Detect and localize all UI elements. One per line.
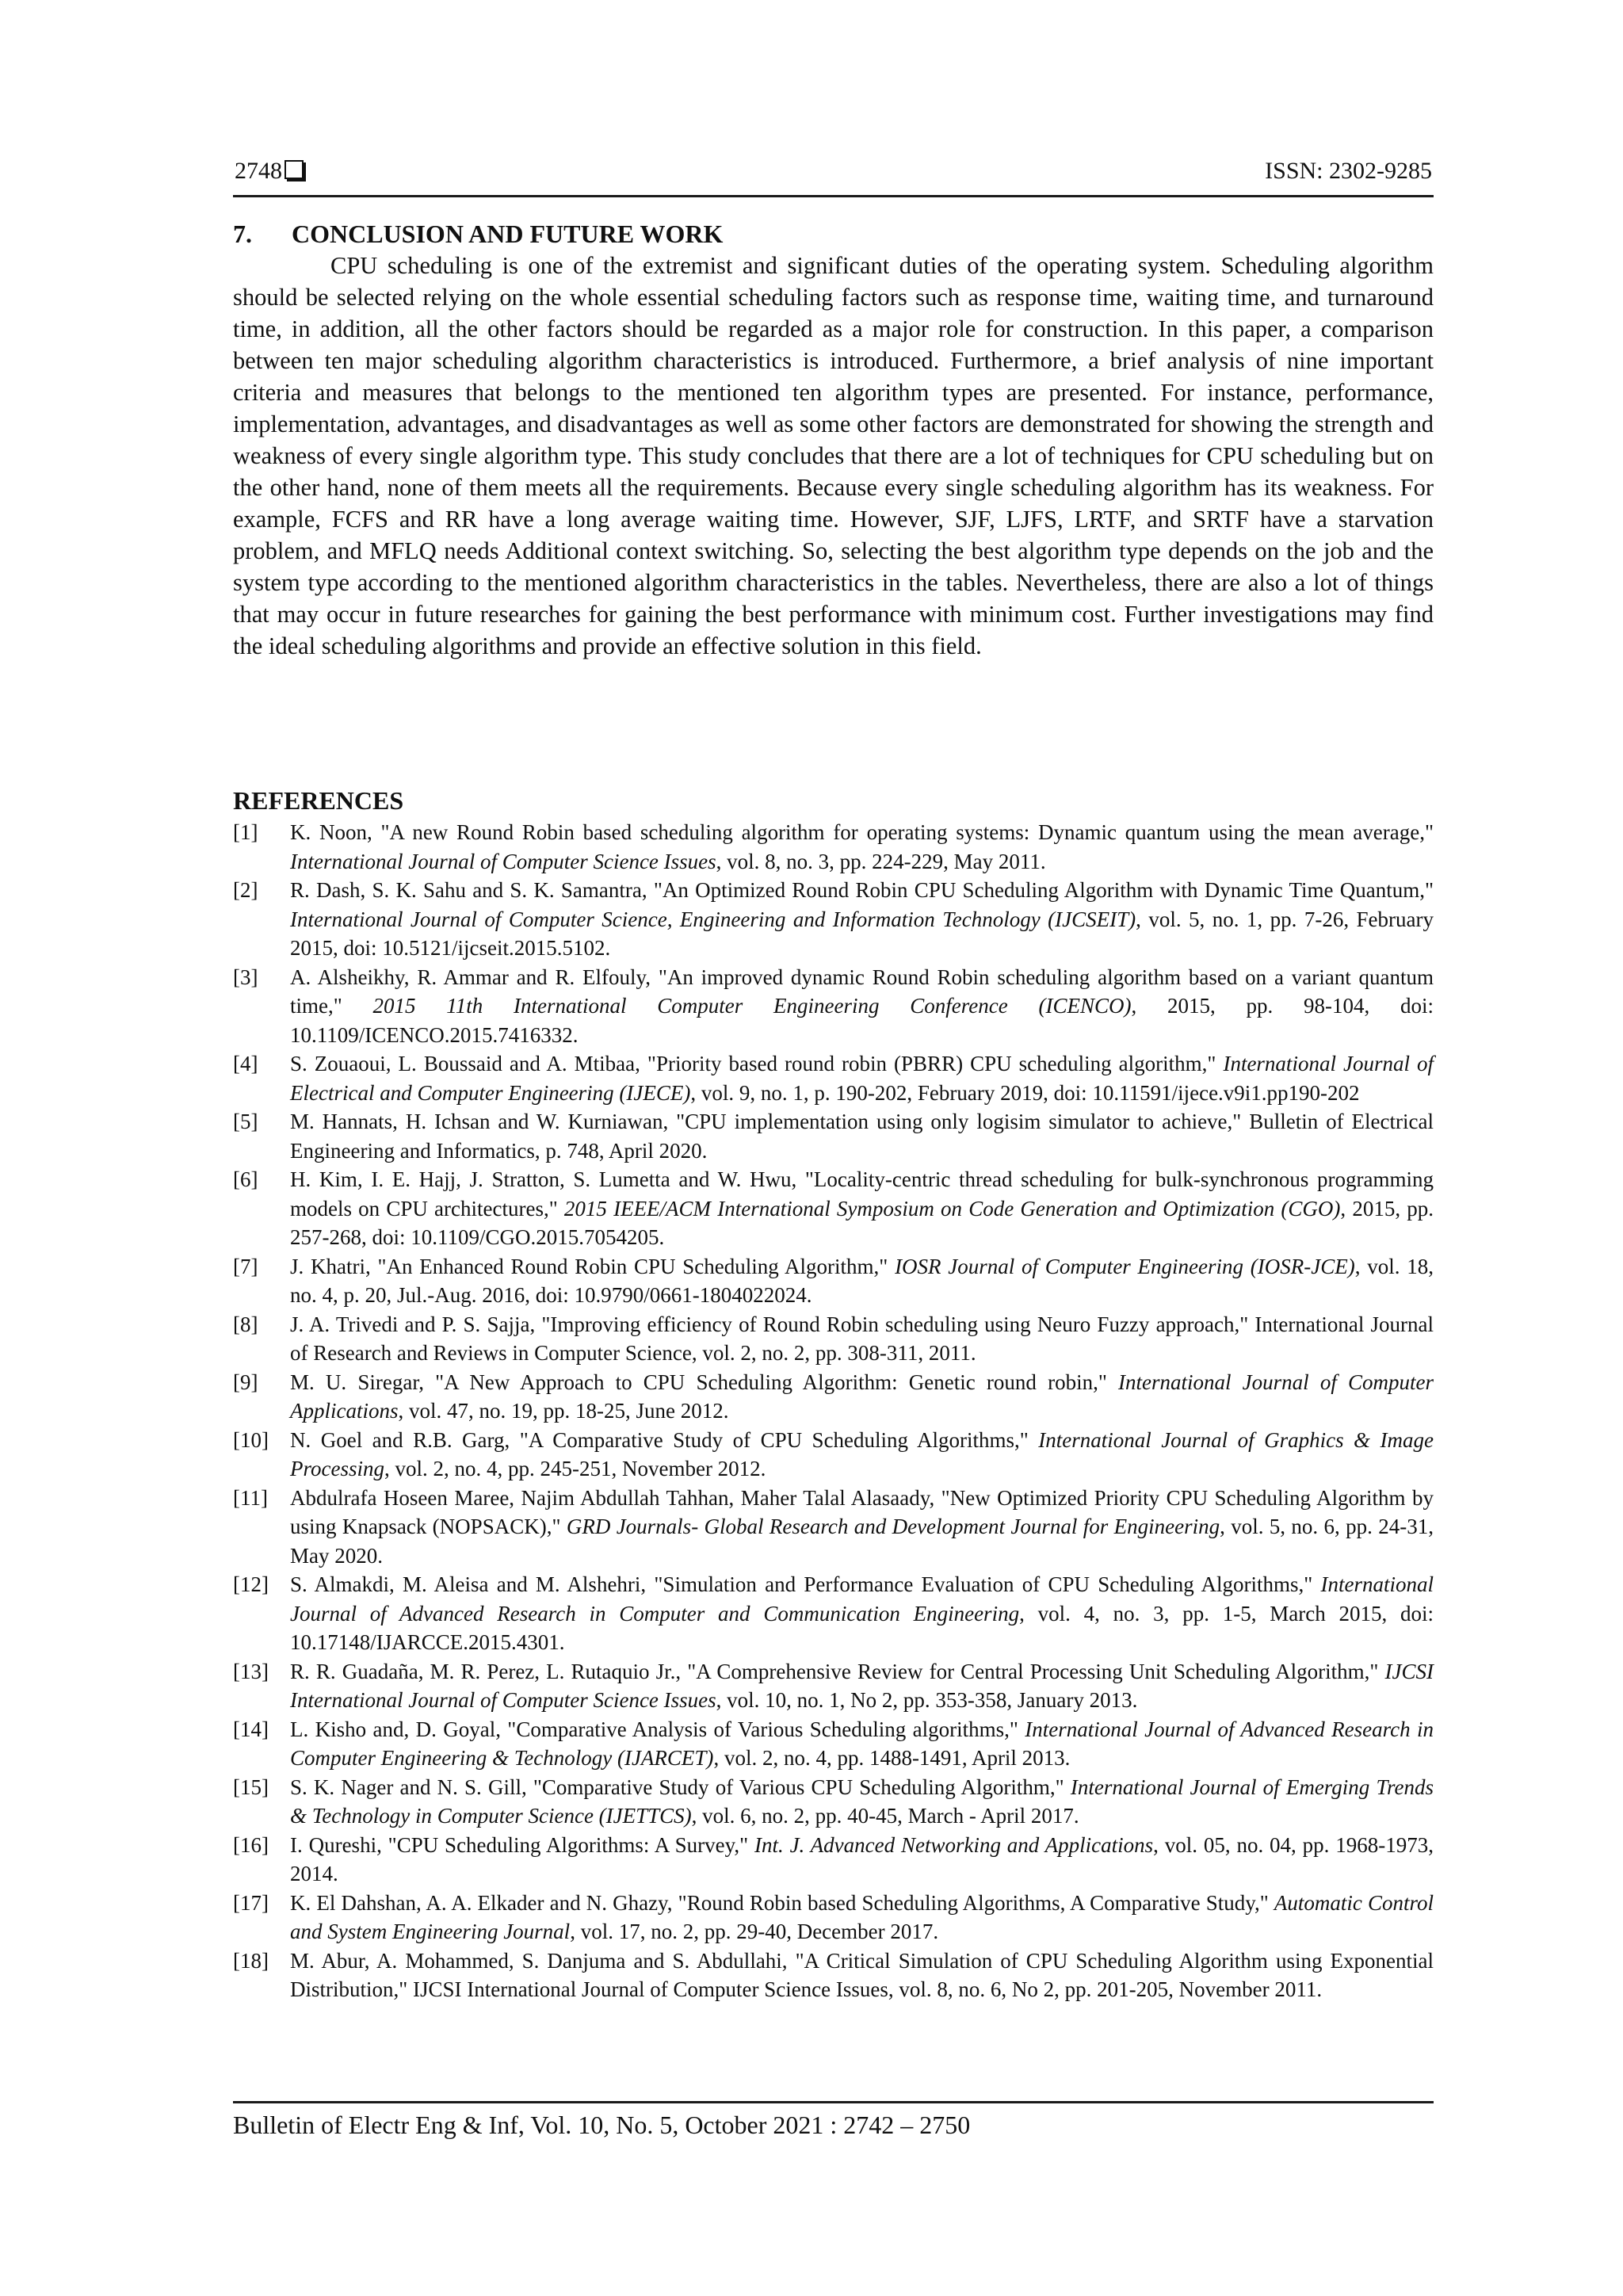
reference-text: J. A. Trivedi and P. S. Sajja, "Improving efficiency of Round Robin scheduling using Neuro Fuzzy approach," International Journal of Research and Reviews in Computer Science, vol. 2, no. 2, pp. 308-311, 2011. xyxy=(290,1312,1434,1365)
reference-item xyxy=(233,876,1434,963)
reference-venue: IOSR Journal of Computer Engineering (IOSR-JCE) xyxy=(895,1254,1355,1278)
reference-details: , vol. 10, no. 1, No 2, pp. 353-358, January 2013. xyxy=(716,1688,1138,1712)
section-heading xyxy=(233,218,1434,250)
reference-item xyxy=(233,1657,1434,1715)
reference-text: R. R. Guadaña, M. R. Perez, L. Rutaquio Jr., "A Comprehensive Review for Central Processing Unit Scheduling Algorithm," xyxy=(290,1659,1385,1683)
reference-list xyxy=(233,818,1434,2004)
reference-item xyxy=(233,1049,1434,1107)
reference-details: , vol. 8, no. 3, pp. 224-229, May 2011. xyxy=(716,849,1046,873)
reference-text: K. El Dahshan, A. A. Elkader and N. Ghazy, "Round Robin based Scheduling Algorithms, A Comparative Study," xyxy=(290,1890,1274,1915)
reference-details: , vol. 5, no. 1, pp. 7-26, February 2015, doi: 10.5121/ijcseit.2015.5102. xyxy=(290,907,1434,960)
reference-number: [7] xyxy=(233,1254,258,1278)
reference-number: [17] xyxy=(233,1890,269,1915)
reference-number: [13] xyxy=(233,1659,269,1683)
reference-text: Abdulrafa Hoseen Maree, Najim Abdullah Tahhan, Maher Talal Alasaady, "New Optimized Priority CPU Scheduling Algorithm by using Knapsack (NOPSACK)," xyxy=(290,1485,1434,1538)
reference-venue: International Journal of Computer Applications xyxy=(290,1370,1434,1423)
reference-details: , vol. 9, no. 1, p. 190-202, February 2019, doi: 10.11591/ijece.v9i1.pp190-202 xyxy=(690,1080,1360,1105)
reference-number: [11] xyxy=(233,1485,268,1510)
reference-text: N. Goel and R.B. Garg, "A Comparative Study of CPU Scheduling Algorithms," xyxy=(290,1427,1039,1452)
reference-number: [1] xyxy=(233,820,258,844)
reference-item xyxy=(233,1484,1434,1571)
reference-item xyxy=(233,1252,1434,1310)
reference-text: R. Dash, S. K. Sahu and S. K. Samantra, "An Optimized Round Robin CPU Scheduling Algorithm with Dynamic Time Quantum," xyxy=(290,878,1434,902)
reference-number: [15] xyxy=(233,1775,269,1799)
reference-number: [9] xyxy=(233,1370,258,1394)
reference-text: I. Qureshi, "CPU Scheduling Algorithms: A Survey," xyxy=(290,1832,754,1857)
reference-item xyxy=(233,1715,1434,1773)
reference-number: [12] xyxy=(233,1572,269,1596)
reference-venue: IJCSI International Journal of Computer Science Issues xyxy=(290,1659,1434,1712)
reference-venue: International Journal of Advanced Research in Computer and Communication Engineering xyxy=(290,1572,1434,1626)
references-section xyxy=(233,785,1434,2004)
box-glyph-icon xyxy=(285,160,304,179)
reference-text: M. Abur, A. Mohammed, S. Danjuma and S. Abdullahi, "A Critical Simulation of CPU Scheduling Algorithm using Exponential Distribution," IJCSI International Journal of Computer Science Issues, vol. 8, no. 6, No 2, pp. 201-205, November 2011. xyxy=(290,1948,1434,2001)
reference-item xyxy=(233,963,1434,1050)
reference-item xyxy=(233,1946,1434,2004)
reference-venue: International Journal of Advanced Research in Computer Engineering & Technology (IJARCET) xyxy=(290,1717,1434,1770)
reference-item xyxy=(233,1570,1434,1657)
reference-venue: Int. J. Advanced Networking and Applications xyxy=(754,1832,1154,1857)
reference-details: , vol. 05, no. 04, pp. 1968-1973, 2014. xyxy=(290,1832,1434,1885)
journal-citation: Bulletin of Electr Eng & Inf, Vol. 10, No. 5, October 2021 : 2742 – 2750 xyxy=(233,2111,971,2139)
reference-text: A. Alsheikhy, R. Ammar and R. Elfouly, "An improved dynamic Round Robin scheduling algorithm based on a variant quantum time," xyxy=(290,965,1434,1018)
reference-details: , vol. 18, no. 4, p. 20, Jul.-Aug. 2016, doi: 10.9790/0661-1804022024. xyxy=(290,1254,1434,1307)
reference-details: , vol. 2, no. 4, pp. 245-251, November 2012. xyxy=(384,1457,766,1480)
reference-details: , vol. 47, no. 19, pp. 18-25, June 2012. xyxy=(398,1399,729,1423)
running-header xyxy=(233,154,1434,197)
reference-venue: 2015 IEEE/ACM International Symposium on Code Generation and Optimization (CGO) xyxy=(563,1196,1341,1221)
reference-number: [18] xyxy=(233,1948,269,1973)
reference-venue: International Journal of Computer Science Issues xyxy=(290,849,716,873)
reference-venue: International Journal of Computer Science, Engineering and Information Technology (IJCSEIT) xyxy=(290,907,1136,931)
reference-venue: International Journal of Electrical and Computer Engineering (IJECE) xyxy=(290,1052,1434,1105)
conclusion-section xyxy=(233,218,1434,662)
reference-venue: GRD Journals- Global Research and Development Journal for Engineering xyxy=(566,1515,1220,1538)
reference-venue: International Journal of Graphics & Image Processing xyxy=(290,1427,1434,1480)
reference-number: [14] xyxy=(233,1717,269,1741)
section-title: CONCLUSION AND FUTURE WORK xyxy=(292,220,724,248)
reference-number: [3] xyxy=(233,965,258,989)
reference-text: S. K. Nager and N. S. Gill, "Comparative Study of Various CPU Scheduling Algorithm," xyxy=(290,1775,1071,1799)
section-number: 7. xyxy=(233,220,252,248)
reference-details: , vol. 2, no. 4, pp. 1488-1491, April 2013. xyxy=(713,1746,1071,1770)
page-number: 2748 xyxy=(235,158,282,184)
issn: ISSN: 2302-9285 xyxy=(1265,158,1432,184)
reference-item xyxy=(233,818,1434,876)
running-footer xyxy=(233,2101,1434,2141)
reference-item xyxy=(233,1426,1434,1484)
reference-item xyxy=(233,1107,1434,1165)
reference-number: [2] xyxy=(233,878,258,902)
reference-venue: Automatic Control and System Engineering Journal xyxy=(290,1890,1434,1943)
references-heading: REFERENCES xyxy=(233,786,404,815)
page-number-group xyxy=(235,155,304,187)
reference-details: , vol. 4, no. 3, pp. 1-5, March 2015, doi: 10.17148/IJARCCE.2015.4301. xyxy=(290,1601,1434,1654)
reference-text: M. Hannats, H. Ichsan and W. Kurniawan, "CPU implementation using only logisim simulator to achieve," Bulletin of Electrical Engineering and Informatics, p. 748, April 2020. xyxy=(290,1110,1434,1163)
reference-text: K. Noon, "A new Round Robin based scheduling algorithm for operating systems: Dynamic quantum using the mean average," xyxy=(290,820,1434,844)
reference-text: S. Zouaoui, L. Boussaid and A. Mtibaa, "Priority based round robin (PBRR) CPU scheduling algorithm," xyxy=(290,1052,1224,1075)
reference-text: J. Khatri, "An Enhanced Round Robin CPU Scheduling Algorithm," xyxy=(290,1254,896,1278)
reference-details: , vol. 6, no. 2, pp. 40-45, March - April 2017. xyxy=(691,1804,1079,1828)
reference-number: [5] xyxy=(233,1110,258,1133)
reference-venue: International Journal of Emerging Trends & Technology in Computer Science (IJETTCS) xyxy=(290,1775,1434,1828)
reference-item xyxy=(233,1889,1434,1946)
reference-number: [8] xyxy=(233,1312,258,1336)
reference-venue: 2015 11th International Computer Engineering Conference (ICENCO) xyxy=(372,994,1132,1018)
reference-details: , vol. 17, no. 2, pp. 29-40, December 2017. xyxy=(570,1920,939,1943)
reference-item xyxy=(233,1773,1434,1831)
reference-number: [4] xyxy=(233,1052,258,1075)
reference-item xyxy=(233,1831,1434,1889)
conclusion-paragraph: CPU scheduling is one of the extremist and significant duties of the operating system. Scheduling algorithm should be selected relying on the whole essential scheduling factors such as response time, waiting time, and turnaround time, in addition, all the other factors should be regarded as a major role for construction. In this paper, a comparison between ten major scheduling algorithm characteristics is introduced. Furthermore, a brief analysis of nine important criteria and measures that belongs to the mentioned ten algorithm types are presented. For instance, performance, implementation, advantages, and disadvantages as well as some other factors are demonstrated for showing the strength and weakness of every single algorithm type. This study concludes that there are a lot of techniques for CPU scheduling but on the other hand, none of them meets all the requirements. Because every single scheduling algorithm has its weakness. For example, FCFS and RR have a long average waiting time. However, SJF, LJFS, LRTF, and SRTF have a starvation problem, and MFLQ needs Additional context switching. So, selecting the best algorithm type depends on the job and the system type according to the mentioned algorithm characteristics in the tables. Nevertheless, there are also a lot of things that may occur in future researches for gaining the best performance with minimum cost. Further investigations may find the ideal scheduling algorithms and provide an effective solution in this field. xyxy=(233,252,1434,659)
reference-number: [16] xyxy=(233,1832,269,1857)
reference-details: , 2015, pp. 98-104, doi: 10.1109/ICENCO.2015.7416332. xyxy=(290,994,1434,1047)
reference-details: , 2015, pp. 257-268, doi: 10.1109/CGO.2015.7054205. xyxy=(290,1196,1434,1249)
reference-number: [10] xyxy=(233,1427,269,1452)
reference-text: M. U. Siregar, "A New Approach to CPU Scheduling Algorithm: Genetic round robin," xyxy=(290,1370,1119,1394)
reference-item xyxy=(233,1165,1434,1252)
reference-text: H. Kim, I. E. Hajj, J. Stratton, S. Lumetta and W. Hwu, "Locality-centric thread scheduling for bulk-synchronous programming models on CPU architectures," xyxy=(290,1167,1434,1221)
reference-details: , vol. 5, no. 6, pp. 24-31, May 2020. xyxy=(290,1515,1434,1568)
reference-text: L. Kisho and, D. Goyal, "Comparative Analysis of Various Scheduling algorithms," xyxy=(290,1717,1025,1741)
reference-text: S. Almakdi, M. Aleisa and M. Alshehri, "Simulation and Performance Evaluation of CPU Scheduling Algorithms," xyxy=(290,1572,1321,1596)
reference-item xyxy=(233,1310,1434,1368)
reference-number: [6] xyxy=(233,1167,258,1191)
reference-item xyxy=(233,1368,1434,1426)
